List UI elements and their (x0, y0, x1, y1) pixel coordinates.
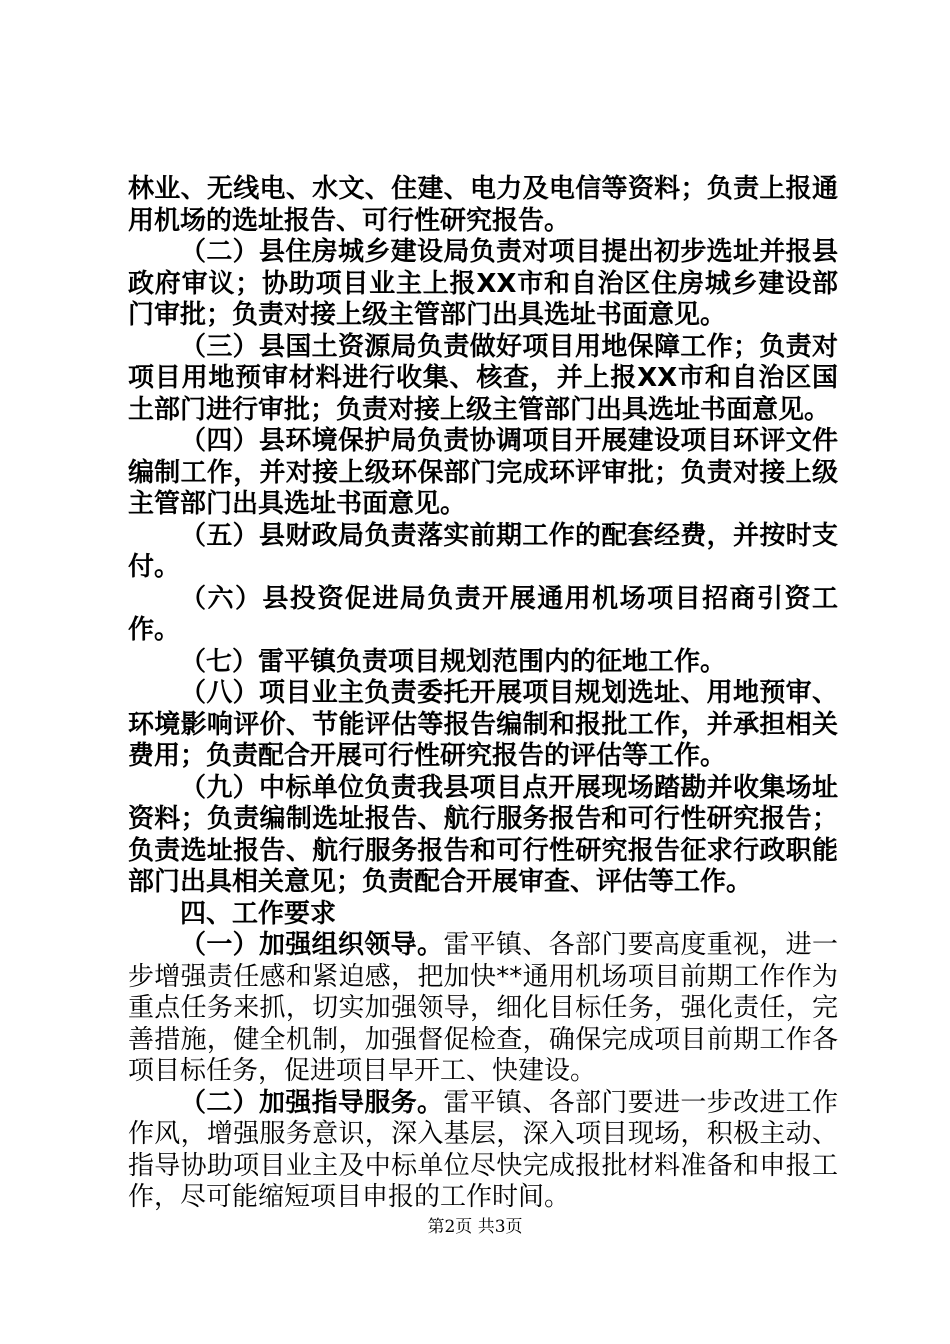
requirement-heading-2: （二）加强指导服务。 (180, 1087, 444, 1118)
requirement-paragraph-2 (128, 1088, 838, 1214)
paragraph-item-4: （四）县环境保护局负责协调项目开展建设项目环评文件编制工作，并对接上级环保部门完成环评审批；负责对接上级主管部门出具选址书面意见。 (128, 426, 838, 519)
requirement-paragraph-1 (128, 930, 838, 1088)
page-number-footer: 第2页 共3页 (427, 1217, 523, 1237)
requirement-heading-1: （一）加强组织领导。 (180, 930, 444, 960)
paragraph-item-9: （九）中标单位负责我县项目点开展现场踏勘并收集场址资料；负责编制选址报告、航行服务报告和可行性研究报告；负责选址报告、航行服务报告和可行性研究报告征求行政职能部门出具相关意见；负责配合开展审查、评估等工作。 (128, 772, 838, 897)
paragraph-item-3: （三）县国土资源局负责做好项目用地保障工作；负责对项目用地预审材料进行收集、核查，并上报XX市和自治区国土部门进行审批；负责对接上级主管部门出具选址书面意见。 (128, 331, 838, 425)
section-heading-work-requirements: 四、工作要求 (180, 898, 337, 929)
paragraph-item-8: （八）项目业主负责委托开展项目规划选址、用地预审、环境影响评价、节能评估等报告编制和报批工作，并承担相关费用；负责配合开展可行性研究报告的评估等工作。 (128, 678, 838, 771)
paragraph-item-2: （二）县住房城乡建设局负责对项目提出初步选址并报县政府审议；协助项目业主上报XX市和自治区住房城乡建设部门审批；负责对接上级主管部门出具选址书面意见。 (128, 237, 838, 330)
requirement-body-1: 雷平镇、各部门要高度重视，进一步增强责任感和紧迫感，把加快**通用机场项目前期工作作为重点任务来抓，切实加强领导，细化目标任务，强化责任，完善措施，健全机制，加强督促检查，确保完成项目前期工作各项目标任务，促进项目早开工、快建设。 (128, 930, 838, 1086)
paragraph-item-6: （六）县投资促进局负责开展通用机场项目招商引资工作。 (128, 583, 838, 645)
document-body (128, 174, 838, 1214)
requirement-body-2: 雷平镇、各部门要进一步改进工作作风，增强服务意识，深入基层，深入项目现场，积极主动、指导协助项目业主及中标单位尽快完成报批材料准备和申报工作，尽可能缩短项目申报的工作时间。 (128, 1087, 838, 1212)
paragraph-item-5: （五）县财政局负责落实前期工作的配套经费，并按时支付。 (128, 520, 838, 582)
paragraph-item-7: （七）雷平镇负责项目规划范围内的征地工作。 (180, 646, 727, 677)
paragraph-continuation: 林业、无线电、水文、住建、电力及电信等资料；负责上报通用机场的选址报告、可行性研究报告。 (128, 174, 838, 236)
